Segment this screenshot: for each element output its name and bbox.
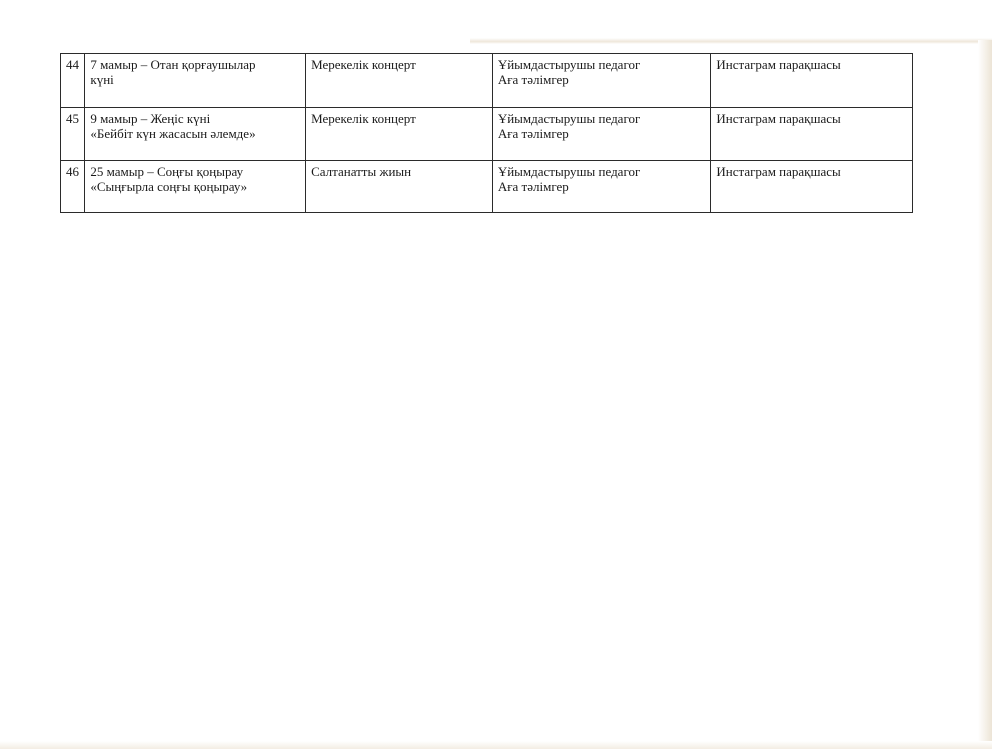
form-cell: Мерекелік концерт [306, 54, 493, 108]
event-cell [85, 108, 306, 161]
form-cell: Салтанатты жиын [306, 161, 493, 213]
event-title: 9 мамыр – Жеңіс күні [90, 111, 211, 126]
place-cell: Инстаграм парақшасы [711, 161, 913, 213]
row-number: 44 [61, 54, 85, 108]
responsible-secondary: Аға тәлімгер [497, 72, 569, 87]
place-cell: Инстаграм парақшасы [711, 108, 913, 161]
responsible-primary: Ұйымдастырушы педагог [497, 111, 641, 126]
event-cell [85, 54, 306, 108]
scan-edge-bottom [0, 741, 992, 749]
responsible-cell [492, 108, 711, 161]
responsible-secondary: Аға тәлімгер [497, 126, 569, 141]
table-row [61, 108, 913, 161]
scan-edge-top [470, 38, 992, 44]
responsible-primary: Ұйымдастырушы педагог [497, 57, 641, 72]
row-number: 45 [61, 108, 85, 161]
table-row [61, 54, 913, 108]
event-subtitle: күні [90, 72, 114, 87]
place-cell: Инстаграм парақшасы [711, 54, 913, 108]
row-number: 46 [61, 161, 85, 213]
event-cell [85, 161, 306, 213]
responsible-primary: Ұйымдастырушы педагог [497, 164, 641, 179]
responsible-cell [492, 161, 711, 213]
scan-edge-right [978, 40, 992, 749]
table-row [61, 161, 913, 213]
responsible-secondary: Аға тәлімгер [497, 179, 569, 194]
event-subtitle: «Бейбіт күн жасасын әлемде» [90, 126, 256, 141]
event-title: 25 мамыр – Соңғы қоңырау [90, 164, 244, 179]
events-table [60, 53, 913, 213]
form-cell: Мерекелік концерт [306, 108, 493, 161]
event-subtitle: «Сыңғырла соңғы қоңырау» [90, 179, 248, 194]
responsible-cell [492, 54, 711, 108]
event-title: 7 мамыр – Отан қорғаушылар [90, 57, 256, 72]
